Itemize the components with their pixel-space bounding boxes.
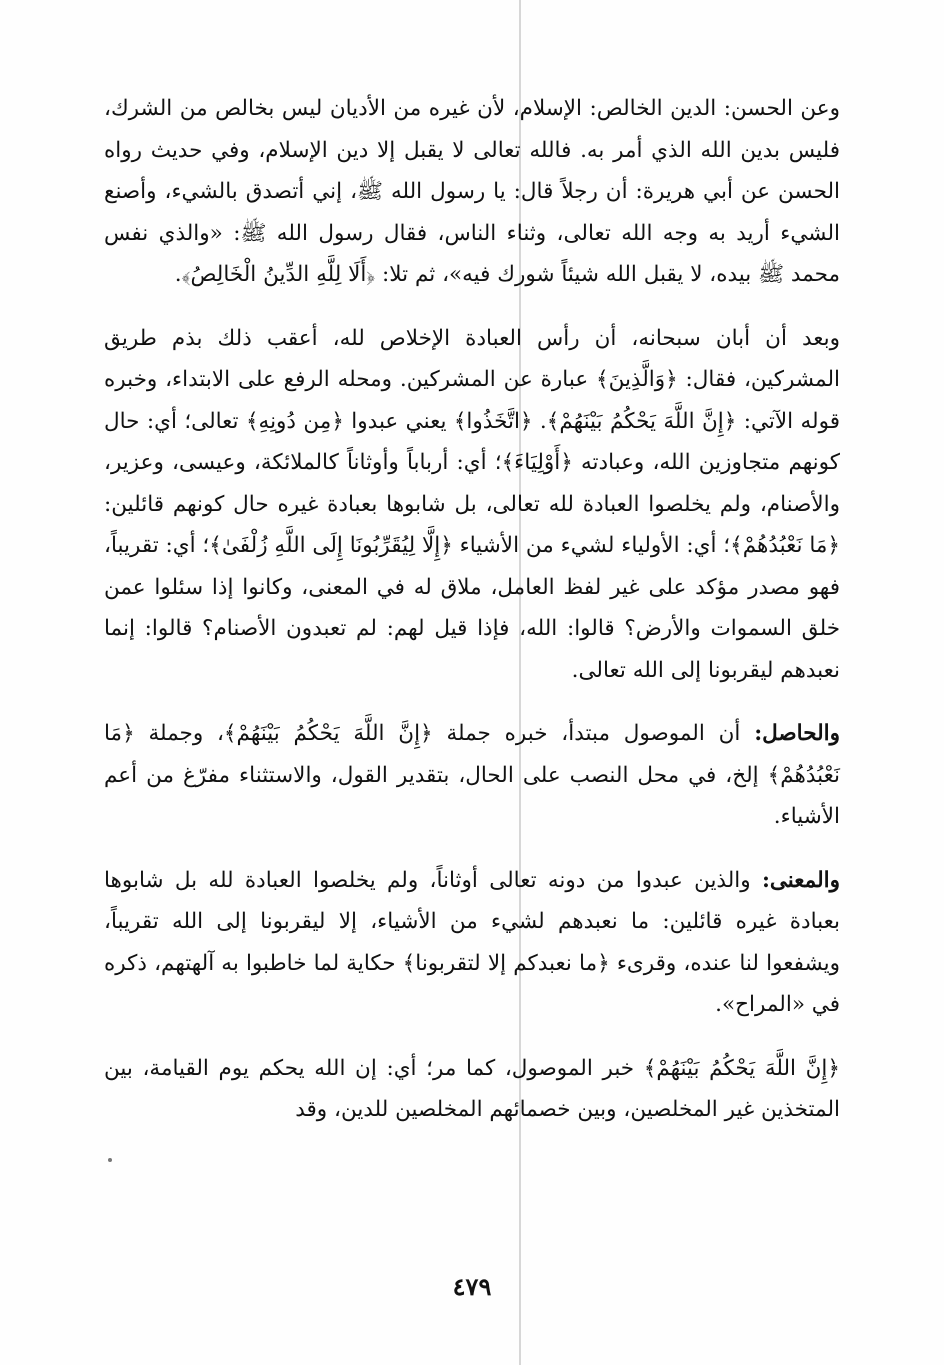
- hasil-heading: والحاصل:: [754, 721, 840, 746]
- paragraph-continued: ﴿إِنَّ اللَّهَ يَحْكُمُ بَيْنَهُمْ﴾ خبر الموصول، كما مر؛ أي: إن الله يحكم يوم القيامة، بين المتخذين غير المخلصين، وبين خصمائهم المخلصين للدين، وقد: [104, 1055, 840, 1122]
- paragraph-hasan: وعن الحسن: الدين الخالص: الإسلام، لأن غيره من الأديان ليس بخالص من الشرك، فليس بدين الله الذي أمر به. فالله تعالى لا يقبل إلا دين الإسلام، وفي حديث رواه الحسن عن أبي هريرة: أن رجلاً قال: يا رسول الله ﷺ، إني أتصدق بالشيء، وأصنع الشيء أريد به وجه الله تعالى، وثناء الناس، فقال رسول الله ﷺ: «والذي نفس محمد ﷺ بيده، لا يقبل الله شيئاً شورك فيه»، ثم تلا: ﴿أَلَا لِلَّهِ الدِّينُ الْخَالِصُ﴾.: [104, 96, 840, 287]
- body-text: [104, 88, 840, 1153]
- page-number: ٤٧٩: [452, 1272, 492, 1301]
- hasil-text: أن الموصول مبتدأ، خبره جملة ﴿إِنَّ اللَّهَ يَحْكُمُ بَيْنَهُمْ﴾، وجملة ﴿مَا نَعْبُدُهُمْ﴾ إلخ، في محل النصب على الحال، بتقدير القول، والاستثناء مفرّغ من أعم الأشياء.: [104, 721, 840, 829]
- maana-heading: والمعنى:: [761, 867, 840, 893]
- maana-text: والذين عبدوا من دونه تعالى أوثاناً، ولم يخلصوا العبادة لله بل شابوها بعبادة غيره قائلين: ما نعبدهم لشيء من الأشياء، إلا ليقربونا إلى الله تقريباً، ويشفعوا لنا عنده، وقرىء ﴿ما نعبدكم إلا لتقربونا﴾ حكاية لما خاطبوا به آلهتهم، ذكره في «المراح».: [104, 867, 840, 1017]
- paragraph-hasil: [104, 713, 840, 838]
- scan-speck: [108, 1158, 112, 1162]
- paragraph-mushrikin: وبعد أن أبان سبحانه، أن رأس العبادة الإخلاص لله، أعقب ذلك بذم طريق المشركين، فقال: ﴿وَالَّذِينَ﴾ عبارة عن المشركين. ومحله الرفع على الابتداء، وخبره قوله الآتي: ﴿إِنَّ اللَّهَ يَحْكُمُ بَيْنَهُمْ﴾. ﴿اتَّخَذُوا﴾ يعني عبدوا ﴿مِن دُونِهِ﴾ تعالى؛ أي: حال كونهم متجاوزين الله، وعبادته ﴿أَوْلِيَاءَ﴾؛ أي: أرباباً وأوثاناً كالملائكة، وعيسى، وعزير، والأصنام، ولم يخلصوا العبادة لله تعالى، بل شابوها بعبادة غيره حال كونهم قائلين: ﴿مَا نَعْبُدُهُمْ﴾؛ أي: الأولياء لشيء من الأشياء ﴿إِلَّا لِيُقَرِّبُونَا إِلَى اللَّهِ زُلْفَىٰ﴾؛ أي: تقريباً، فهو مصدر مؤكد على غير لفظ العامل، ملاق له في المعنى، وكانوا إذا سئلوا عمن خلق السموات والأرض؟ قالوا: الله، فإذا قيل لهم: لم تعبدون الأصنام؟ قالوا: إنما نعبدهم ليقربونا إلى الله تعالى.: [104, 325, 840, 683]
- paragraph-maana: [104, 860, 840, 1026]
